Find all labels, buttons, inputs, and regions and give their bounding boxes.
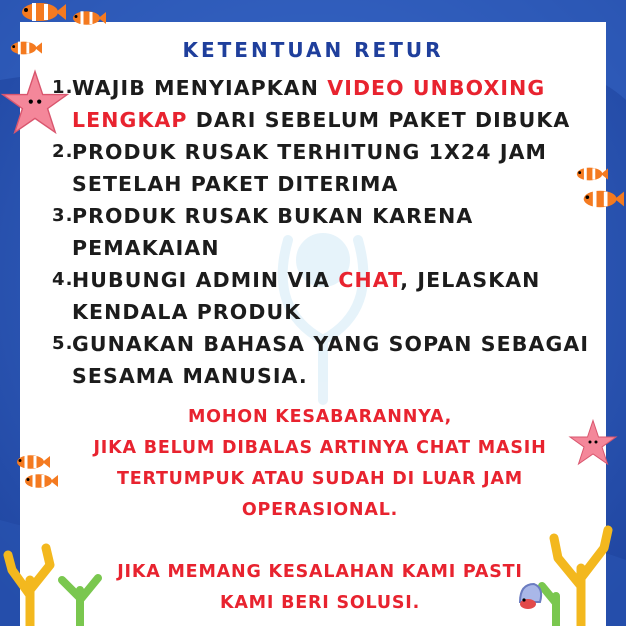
rule-number: 3. xyxy=(52,205,74,226)
rule-item xyxy=(52,200,604,264)
rule-text: PRODUK RUSAK BUKAN KARENA PEMAKAIAN xyxy=(72,204,474,260)
rule-item xyxy=(52,264,604,328)
rule-text: , JELASKAN KENDALA PRODUK xyxy=(72,268,541,324)
rules-list xyxy=(52,72,604,392)
rule-item xyxy=(52,72,604,136)
hermit-crab-icon xyxy=(514,578,548,612)
clownfish-icon xyxy=(18,0,66,24)
rule-item xyxy=(52,328,604,392)
notes-line: OPERASIONAL. xyxy=(241,500,399,520)
clownfish-icon xyxy=(70,8,106,28)
rule-number: 5. xyxy=(52,333,74,354)
clownfish-icon xyxy=(580,186,624,212)
notes-line: JIKA MEMANG KESALAHAN KAMI PASTI xyxy=(117,562,523,582)
rule-highlight: VIDEO UNBOXING LENGKAP xyxy=(72,76,546,132)
clownfish-icon xyxy=(8,38,42,58)
coral-icon xyxy=(0,520,110,626)
notes-block xyxy=(60,402,580,619)
notes-line: JIKA BELUM DIBALAS ARTINYA CHAT MASIH xyxy=(93,438,547,458)
rule-text: GUNAKAN BAHASA YANG SOPAN SEBAGAI SESAMA MANUSIA. xyxy=(72,332,590,388)
clownfish-icon xyxy=(14,452,50,472)
starfish-icon xyxy=(568,418,618,468)
clownfish-icon xyxy=(574,164,608,184)
rule-number: 1. xyxy=(52,77,74,98)
rule-number: 2. xyxy=(52,141,74,162)
rule-item xyxy=(52,136,604,200)
starfish-icon xyxy=(0,68,70,138)
rule-text: HUBUNGI ADMIN VIA xyxy=(72,268,339,292)
notes-line: TERTUMPUK ATAU SUDAH DI LUAR JAM xyxy=(116,469,524,489)
rule-text: DARI SEBELUM PAKET DIBUKA xyxy=(187,108,571,132)
rule-number: 4. xyxy=(52,269,74,290)
coral-icon xyxy=(536,508,626,626)
clownfish-icon xyxy=(22,470,58,492)
notes-spacer xyxy=(60,526,580,557)
notes-line: MOHON KESABARANNYA, xyxy=(187,407,453,427)
notes-line: KAMI BERI SOLUSI. xyxy=(219,593,421,613)
rule-highlight: CHAT xyxy=(338,268,401,292)
rule-text: WAJIB MENYIAPKAN xyxy=(72,76,328,100)
rule-text: PRODUK RUSAK TERHITUNG 1X24 JAM SETELAH PAKET DITERIMA xyxy=(72,140,548,196)
page-title: KETENTUAN RETUR xyxy=(182,38,444,62)
